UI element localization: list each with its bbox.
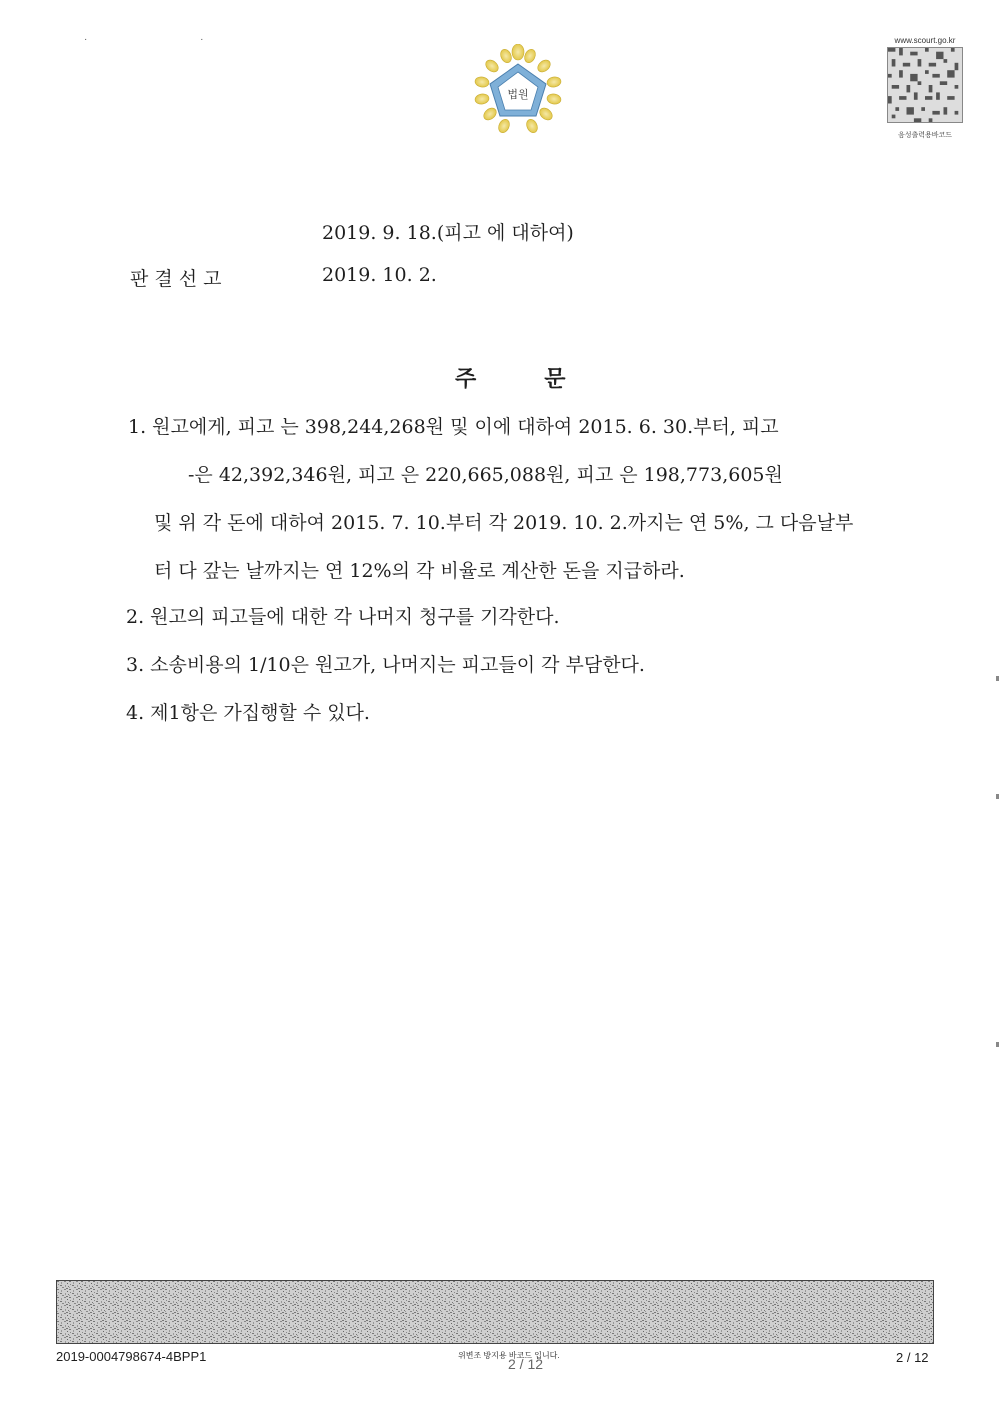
barcode-caption: 음성출력용바코드 <box>897 132 953 139</box>
anti-forgery-note: 위변조 방지용 바코드 입니다. <box>458 1351 560 1360</box>
scan-edge-mark <box>996 676 999 681</box>
site-url: www.scourt.go.kr <box>894 36 956 45</box>
document-code: 2019-0004798674-4BPP1 <box>56 1349 207 1364</box>
order-3: 3. 소송비용의 1/10은 원고가, 나머지는 피고들이 각 부담한다. <box>126 654 645 676</box>
court-emblem-graphic <box>470 44 566 136</box>
order-2: 2. 원고의 피고들에 대한 각 나머지 청구를 기각한다. <box>126 606 560 628</box>
scan-edge-mark <box>996 1042 999 1047</box>
order-1-line-2: -은 42,392,346원, 피고 은 220,665,088원, 피고 은 198,773,605원 <box>188 464 783 486</box>
qr-code-icon <box>887 47 963 123</box>
judgment-label: 판 결 선 고 <box>130 268 222 290</box>
anti-forgery-barcode <box>56 1280 934 1344</box>
judgment-date: 2019. 10. 2. <box>322 264 437 286</box>
scan-specks: · · <box>84 34 259 45</box>
page-number: 2 / 12 <box>896 1350 929 1365</box>
audio-barcode-block <box>884 36 966 140</box>
scan-edge-mark <box>996 794 999 799</box>
emblem-label: 법원 <box>507 88 529 101</box>
order-1-line-3: 및 위 각 돈에 대하여 2015. 7. 10.부터 각 2019. 10. 2.까지는 연 5%, 그 다음날부 <box>154 512 854 534</box>
closing-date-line: 2019. 9. 18.(피고 에 대하여) <box>322 222 574 244</box>
order-4: 4. 제1항은 가집행할 수 있다. <box>126 702 370 724</box>
order-1-line-1: 1. 원고에게, 피고 는 398,244,268원 및 이에 대하여 2015. 6. 30.부터, 피고 <box>128 416 779 438</box>
section-title <box>455 362 566 393</box>
order-1-line-4: 터 다 갚는 날까지는 연 12%의 각 비율로 계산한 돈을 지급하라. <box>154 560 685 582</box>
page-indicator-center: 2 / 12 <box>508 1356 544 1372</box>
section-title-part-2: 문 <box>544 366 566 392</box>
section-title-part-1: 주 <box>455 366 477 392</box>
court-emblem <box>470 44 566 136</box>
